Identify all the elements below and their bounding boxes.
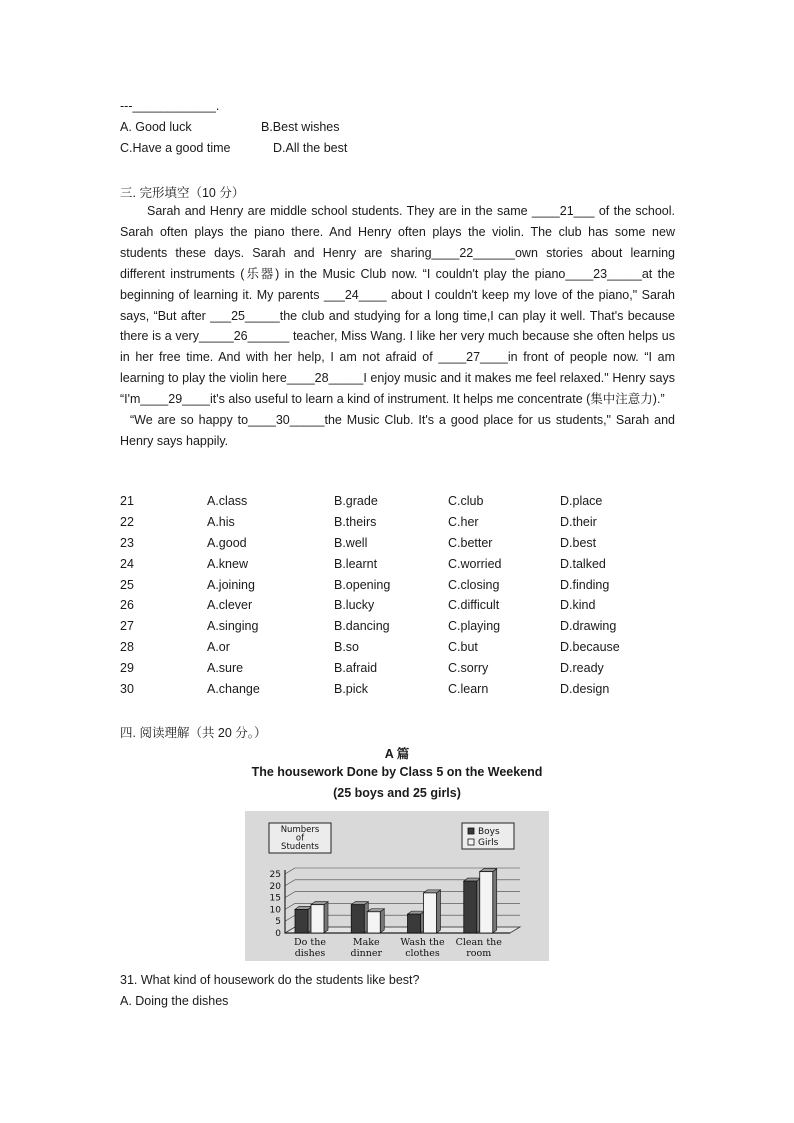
choice-c: C.sorry	[448, 661, 489, 675]
ylabel-text: Students	[281, 842, 319, 852]
ylabel-text: Numbers	[280, 825, 320, 835]
choice-a: A.singing	[207, 619, 259, 633]
choice-c: C.playing	[448, 619, 501, 633]
choice-a: A.good	[207, 536, 247, 550]
cloze-question-row	[120, 619, 680, 639]
choice-b: B.learnt	[334, 557, 378, 571]
question-number: 25	[120, 578, 134, 592]
option-a: A. Good luck	[120, 120, 192, 134]
gridline-slant	[285, 892, 295, 898]
option-d: D.All the best	[273, 141, 348, 155]
choice-a: A.or	[207, 640, 230, 654]
legend-swatch-girls	[468, 839, 474, 845]
x-category-label: Do the	[294, 937, 326, 948]
question-number: 26	[120, 598, 134, 612]
bar-girls	[367, 912, 380, 933]
option-c: C.Have a good time	[120, 141, 231, 155]
choice-c: C.learn	[448, 682, 489, 696]
bar-boys	[464, 881, 477, 933]
choice-d: D.because	[560, 640, 620, 654]
cloze-question-row	[120, 557, 680, 577]
choice-a: A.class	[207, 494, 248, 508]
cloze-question-row	[120, 536, 680, 556]
bar-boys	[408, 914, 421, 933]
choice-a: A.sure	[207, 661, 244, 675]
x-category-label: Make	[352, 937, 380, 948]
cloze-paragraph-2: “We are so happy to____30_____the Music Club. It's a good place for us students," Sarah and Henry says happily.	[120, 413, 675, 448]
question-number: 28	[120, 640, 134, 654]
choice-a: A.clever	[207, 598, 253, 612]
choice-d: D.design	[560, 682, 610, 696]
cloze-question-row	[120, 515, 680, 535]
choice-c: C.difficult	[448, 598, 500, 612]
choice-a: A.knew	[207, 557, 248, 571]
question-number: 24	[120, 557, 134, 571]
gridline-slant	[285, 915, 295, 921]
choice-d: D.best	[560, 536, 597, 550]
cloze-question-row	[120, 640, 680, 660]
x-category-label: dinner	[350, 948, 383, 959]
question-number: 21	[120, 494, 134, 508]
choice-a: A.joining	[207, 578, 255, 592]
cloze-question-row	[120, 661, 680, 681]
question-number: 29	[120, 661, 134, 675]
bar-side	[380, 909, 384, 933]
legend-label-girls: Girls	[478, 838, 499, 848]
x-category-label: room	[466, 948, 492, 959]
question-31-option-a: A. Doing the dishes	[120, 994, 229, 1008]
cloze-heading: 三. 完形填空（10 分）	[120, 186, 245, 200]
choice-d: D.drawing	[560, 619, 617, 633]
cloze-question-row	[120, 494, 680, 514]
ylabel-text: of	[295, 833, 305, 844]
y-tick-label: 20	[269, 881, 281, 892]
gridline-slant	[285, 880, 295, 886]
chart-caption-title: The housework Done by Class 5 on the Weekend	[251, 765, 543, 779]
legend-swatch-boys	[468, 828, 474, 834]
reading-heading: 四. 阅读理解（共 20 分。）	[120, 726, 267, 740]
choice-c: C.her	[448, 515, 479, 529]
choice-b: B.grade	[334, 494, 378, 508]
choice-b: B.pick	[334, 682, 369, 696]
choice-b: B.well	[334, 536, 368, 550]
cloze-question-row	[120, 578, 680, 598]
question-31: 31. What kind of housework do the students like best?	[120, 973, 420, 987]
y-tick-label: 10	[269, 905, 281, 916]
section-title: A 篇	[384, 747, 410, 761]
choice-d: D.place	[560, 494, 603, 508]
bar-boys	[295, 909, 308, 933]
choice-a: A.his	[207, 515, 235, 529]
choice-d: D.finding	[560, 578, 610, 592]
bar-girls	[311, 905, 324, 933]
legend-label-boys: Boys	[478, 827, 500, 837]
choice-c: C.closing	[448, 578, 500, 592]
bar-side	[493, 869, 497, 933]
x-category-label: Clean the	[455, 937, 502, 948]
question-number: 27	[120, 619, 134, 633]
housework-chart	[245, 811, 549, 961]
x-category-label: Wash the	[400, 937, 445, 948]
choice-a: A.change	[207, 682, 260, 696]
cloze-passage	[120, 201, 675, 452]
choice-c: C.but	[448, 640, 478, 654]
choice-b: B.so	[334, 640, 360, 654]
bar-girls	[424, 893, 437, 933]
chart-caption-subtitle: (25 boys and 25 girls)	[333, 786, 461, 800]
chart-svg	[245, 811, 549, 961]
cloze-paragraph-1: Sarah and Henry are middle school students. They are in the same ____21___ of the school. Sarah often plays the piano there. And Henry often plays the violin. The club has some new students these days. Sarah and Henry are sharing____22______own stories about learning different instruments (乐器) in the Music Club now. “I couldn't play the piano____23_____at the beginning of learning it. My parents ___24____ about I couldn't keep my love of the piano," Sarah says, “But after ___25_____the club and studying for a long time,I can play it well. That's because there is a very_____26______ teacher, Miss Wang. I like her very much because she often helps us in her free time. And with her help, I am not afraid of ____27____in front of people now. “I am learning to play the violin here____28_____I enjoy music and it makes me feel relaxed." Henry says “I'm____29____it's also useful to learn a kind of instrument. It helps me concentrate (集中注意力).”	[120, 204, 675, 407]
choice-d: D.ready	[560, 661, 604, 675]
bar-side	[437, 890, 441, 933]
x-category-label: clothes	[405, 948, 440, 959]
cloze-question-row	[120, 598, 680, 618]
choice-b: B.dancing	[334, 619, 390, 633]
gridline-slant	[285, 868, 295, 874]
y-tick-label: 5	[275, 917, 281, 928]
choice-d: D.their	[560, 515, 597, 529]
bar-boys	[351, 905, 364, 933]
bar-girls	[480, 872, 493, 933]
question-number: 23	[120, 536, 134, 550]
answer-blank: ---____________.	[120, 99, 220, 113]
question-number: 22	[120, 515, 134, 529]
cloze-question-row	[120, 682, 680, 702]
y-tick-label: 25	[269, 870, 281, 880]
choice-b: B.afraid	[334, 661, 378, 675]
gridline-slant	[285, 903, 295, 909]
question-number: 30	[120, 682, 134, 696]
y-tick-label: 15	[269, 893, 281, 904]
y-tick-label: 0	[275, 929, 281, 939]
choice-b: B.theirs	[334, 515, 377, 529]
choice-d: D.kind	[560, 598, 596, 612]
option-b: B.Best wishes	[261, 120, 340, 134]
choice-d: D.talked	[560, 557, 606, 571]
choice-c: C.worried	[448, 557, 502, 571]
choice-c: C.club	[448, 494, 484, 508]
x-category-label: dishes	[294, 948, 326, 959]
choice-c: C.better	[448, 536, 493, 550]
choice-b: B.opening	[334, 578, 391, 592]
choice-b: B.lucky	[334, 598, 375, 612]
bar-side	[324, 902, 328, 933]
